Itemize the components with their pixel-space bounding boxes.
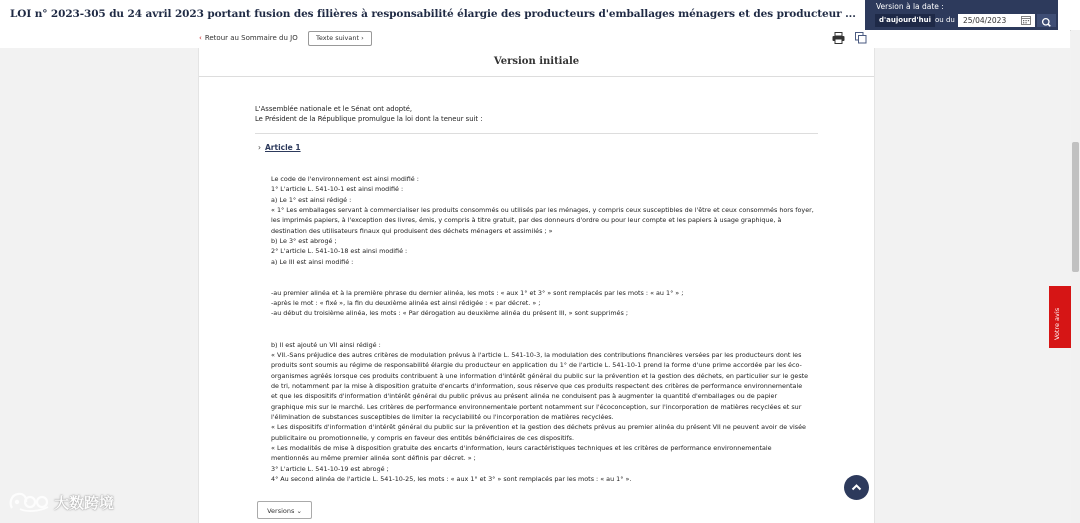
article-line: b) Il est ajouté un VII ainsi rédigé :: [271, 340, 381, 349]
copy-icon[interactable]: [855, 32, 867, 44]
versions-label: Versions: [267, 507, 295, 515]
article-line: -au début du troisième alinéa, les mots : « Par dérogation au deuxième alinéa du présent III, » sont supprimés ;: [271, 309, 628, 318]
feedback-label: Votre avis: [1053, 307, 1061, 340]
scrollbar-track[interactable]: [1071, 30, 1080, 523]
scrollbar-thumb[interactable]: [1072, 142, 1079, 272]
version-date-selector: [865, 0, 1058, 30]
preamble: [255, 104, 483, 124]
article-line: graphique mis sur le marché. Les critères de performance environnementale portent notamment sur l'écoconception, sur l'incorporation de matières recyclées et sur: [271, 402, 802, 411]
document-page: [198, 48, 875, 523]
top-bar: [0, 0, 1080, 31]
watermark-logo: [8, 491, 143, 513]
or-label: ou du: [935, 16, 955, 24]
paragraph-gap: [271, 319, 817, 340]
article-line: destination des utilisateurs finaux qui produisent des déchets ménagers et assimilés ; »: [271, 226, 553, 235]
article-line: les imprimés papiers, à l'exception des livres, émis, y compris à titre gratuit, par des donneurs d'ordre ou pour leur compte et les papiers à usage graphique, à: [271, 216, 782, 225]
article-line: 2° L'article L. 541-10-18 est ainsi modifié :: [271, 247, 408, 256]
article-line: de tri, notamment par la mise à disposition gratuite d'encarts d'information, sous réserve que ces produits respectent des critères de performance environnementale: [271, 381, 803, 390]
article-line: et que les dispositifs d'information d'intérêt général du public prévus au présent alinéa ne conduisent pas à augmenter la quantité d'emballages ou de papier: [271, 392, 778, 401]
watermark-logo-icon: [8, 491, 52, 513]
article-1-link[interactable]: [258, 143, 301, 152]
calendar-icon[interactable]: [1021, 15, 1031, 25]
preamble-line: L'Assemblée nationale et le Sénat ont adopté,: [255, 105, 413, 113]
print-icon[interactable]: [832, 32, 845, 44]
document-toolbar: [0, 30, 1070, 48]
scroll-to-top-button[interactable]: [844, 475, 869, 500]
article-line: 4° Au second alinéa de l'article L. 541-10-25, les mots : « aux 1° et 3° » sont remplacés par les mots : « au 1° ».: [271, 474, 632, 483]
preamble-line: Le Président de la République promulgue la loi dont la teneur suit :: [255, 115, 483, 123]
article-line: a) Le III est ainsi modifié :: [271, 257, 354, 266]
chevron-up-icon: [844, 475, 869, 500]
back-to-summary-link[interactable]: [199, 34, 298, 42]
back-arrow-icon: ‹: [199, 34, 202, 42]
document-title: LOI n° 2023-305 du 24 avril 2023 portant fusion des filières à responsabilité élargie des producteurs d'emballages ménagers et des producteur ...: [10, 8, 856, 20]
article-line: mentionnés au même premier alinéa sont définis par décret. » ;: [271, 454, 476, 463]
article-body: [271, 174, 817, 484]
article-line: organismes agréés lorsque ces produits contribuent à une information d'intérêt général du public sur la prévention et la gestion des déchets, en particulier sur le geste: [271, 371, 809, 380]
chevron-right-icon: ›: [258, 143, 261, 152]
next-text-button[interactable]: Texte suivant ›: [308, 31, 372, 46]
version-title: Version initiale: [199, 48, 874, 77]
version-date-label: Version à la date :: [876, 2, 944, 11]
article-line: « 1° Les emballages servant à commercialiser les produits consommés ou utilisés par les ménages, y compris ceux susceptibles de l'être et ceux consommés hors foyer,: [271, 206, 814, 215]
article-line: 1° L'article L. 541-10-1 est ainsi modifié :: [271, 185, 404, 194]
article-line: l'élimination de substances susceptibles de limiter la recyclabilité ou l'incorporation de matières recyclées.: [271, 412, 614, 421]
date-search-button[interactable]: [1037, 14, 1056, 27]
watermark-text: 大数跨境: [54, 494, 115, 512]
article-line: -après le mot : « fixé », la fin du deuxième alinéa est ainsi rédigée : « par décret. » ;: [271, 299, 541, 308]
paragraph-gap: [271, 267, 817, 288]
search-icon: [1037, 16, 1056, 29]
versions-dropdown-button[interactable]: [257, 501, 312, 519]
article-line: « VII.-Sans préjudice des autres critères de modulation prévus à l'article L. 541-10-3, la modulation des contributions financières versées par les producteurs dont les: [271, 350, 802, 359]
article-line: « Les modalités de mise à disposition gratuite des encarts d'information, leurs caractéristiques techniques et les critères de performance environnementale: [271, 443, 772, 452]
chevron-down-icon: ⌄: [296, 507, 302, 515]
article-line: b) Le 3° est abrogé ;: [271, 237, 337, 246]
article-line: produits sont soumis au régime de responsabilité élargie du producteur en application du 1° de l'article L. 541-10-1 prend la forme d'une prime accordée par les éco-: [271, 361, 802, 370]
divider: [255, 133, 818, 134]
article-line: 3° L'article L. 541-10-19 est abrogé ;: [271, 464, 389, 473]
article-line: -au premier alinéa et à la première phrase du dernier alinéa, les mots : « aux 1° et 3° » sont remplacés par les mots : « au 1° » ;: [271, 288, 684, 297]
article-line: Le code de l'environnement est ainsi modifié :: [271, 175, 419, 183]
today-version-button[interactable]: d'aujourd'hui: [875, 14, 935, 27]
article-title: Article 1: [265, 143, 301, 152]
article-line: « Les dispositifs d'information d'intérêt général du public sur la prévention et la gestion des déchets prévus au premier alinéa du présent VII ne peuvent avoir de visée: [271, 423, 806, 432]
feedback-tab[interactable]: [1049, 286, 1071, 348]
article-line: publicitaire ou promotionnelle, y compris en faveur des entités bénéficiaires de ces dispositifs.: [271, 433, 575, 442]
back-to-summary-label: Retour au Sommaire du JO: [204, 34, 298, 42]
article-line: a) Le 1° est ainsi rédigé :: [271, 195, 352, 204]
